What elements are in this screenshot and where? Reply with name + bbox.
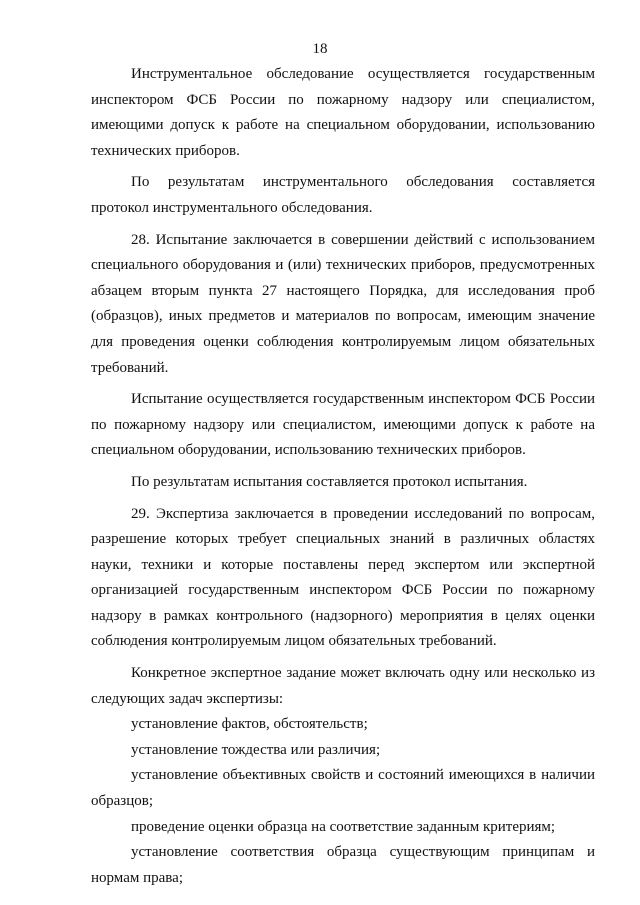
paragraph-instrumental-inspection-protocol: По результатам инструментального обследования составляется протокол инструментального обследования. <box>91 174 595 216</box>
list-item-criteria: проведение оценки образца на соответствие заданным критериям; <box>131 818 556 835</box>
page-number: 18 <box>312 41 328 57</box>
list-item-facts: установление фактов, обстоятельств; <box>131 716 368 733</box>
list-item-properties: установление объективных свойств и состояний имеющихся в наличии образцов; <box>91 767 595 810</box>
list-item-identity: установление тождества или различия; <box>131 741 381 758</box>
paragraph-testing-performer: Испытание осуществляется государственным инспектором ФСБ России по пожарному надзору или специалистом, имеющими допуск к работе на специальном оборудовании, использованию технических приборов. <box>91 391 595 459</box>
paragraph-29-expertise: 29. Экспертиза заключается в проведении исследований по вопросам, разрешение которых требует специальных знаний в различных областях науки, техники и которые поставлены перед экспертом или экспертной организацией государственным инспектором ФСБ России по пожарному надзору в рамках контрольного (надзорного) мероприятия в целях оценки соблюдения контролируемым лицом обязательных требований. <box>91 505 595 650</box>
list-item-law-conformity: установление соответствия образца существующим принципам и нормам права; <box>91 844 595 886</box>
paragraph-instrumental-inspection-performer: Инструментальное обследование осуществляется государственным инспектором ФСБ России по пожарному надзору или специалистом, имеющими допуск к работе на специальном оборудовании, использованию технических приборов. <box>91 66 595 159</box>
document-body <box>91 62 595 891</box>
paragraph-28-testing: 28. Испытание заключается в совершении действий с использованием специального оборудования и (или) технических приборов, предусмотренных абзацем вторым пункта 27 настоящего Порядка, для исследования проб (образцов), иных предметов и материалов по вопросам, имеющим значение для проведения оценки соблюдения контролируемым лицом обязательных требований. <box>91 231 595 376</box>
paragraph-testing-protocol: По результатам испытания составляется протокол испытания. <box>131 473 528 490</box>
paragraph-expert-task: Конкретное экспертное задание может включать одну или несколько из следующих задач экспертизы: <box>91 665 595 707</box>
